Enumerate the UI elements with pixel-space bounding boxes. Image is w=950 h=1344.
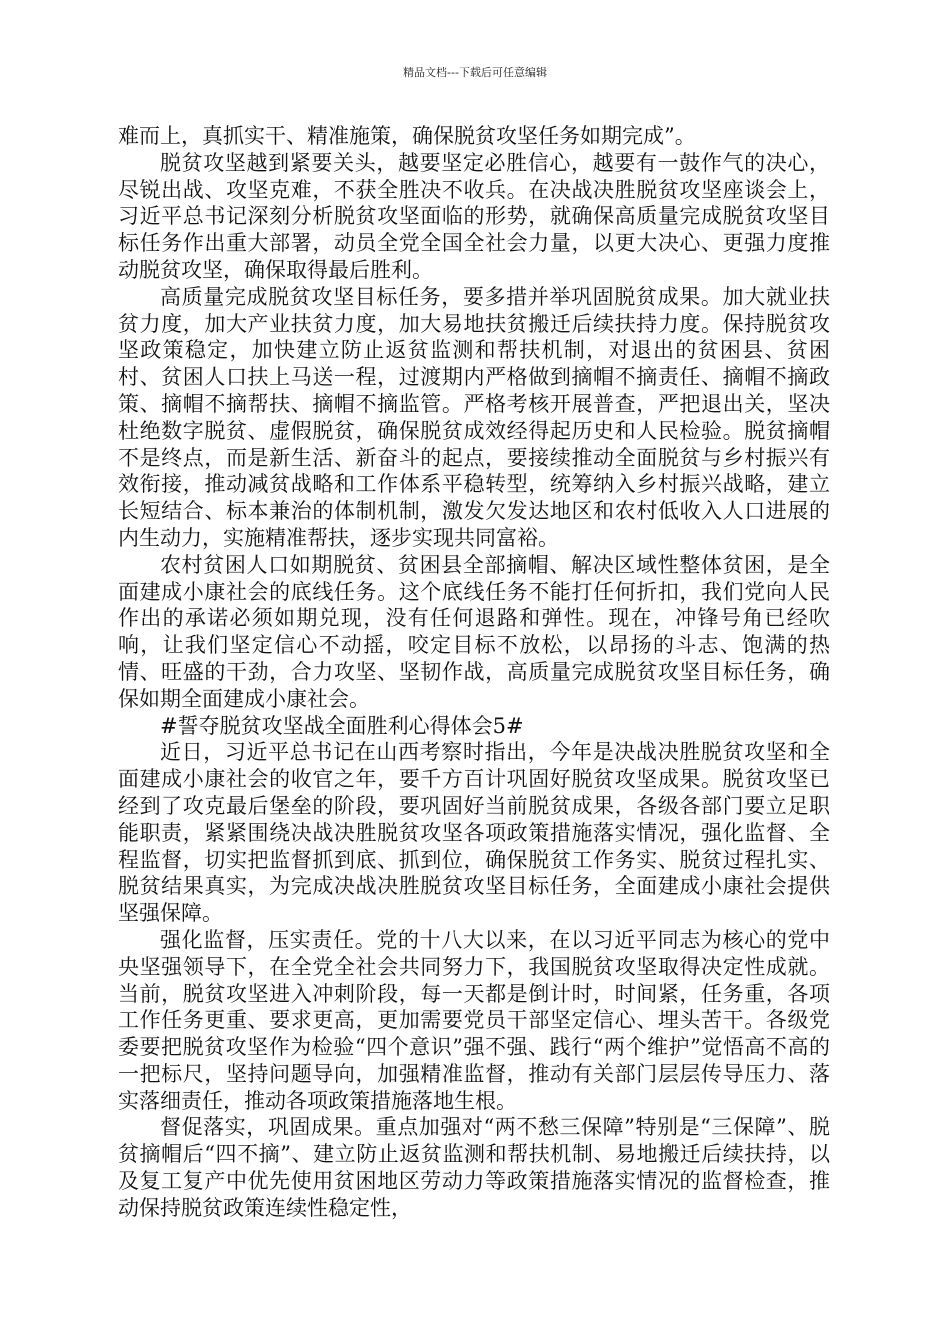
section-heading: #誓夺脱贫攻坚战全面胜利心得体会5# [160,713,524,738]
paragraph: 强化监督，压实责任。党的十八大以来，在以习近平同志为核心的党中央坚强领导下，在全党全社会共同努力下，我国脱贫攻坚取得决定性成就。当前，脱贫攻坚进入冲刺阶段，每一天都是倒计时，时间紧，任务重，各项工作任务更重、要求更高，更加需要党员干部坚定信心、埋头苦干。各级党委要把脱贫攻坚作为检验“四个意识”强不强、践行“两个维护”觉悟高不高的一把标尺，坚持问题导向，加强精准监督，推动有关部门层层传导压力、落实落细责任，推动各项政策措施落地生根。 [118,927,830,1113]
page-header: 精品文档---下载后可任意编辑 [403,66,547,79]
document-body [118,123,830,1222]
paragraph: 近日，习近平总书记在山西考察时指出，今年是决战决胜脱贫攻坚和全面建成小康社会的收官之年，要千方百计巩固好脱贫攻坚成果。脱贫攻坚已经到了攻克最后堡垒的阶段，要巩固好当前脱贫成果，各级各部门要立足职能职责，紧紧围绕决战决胜脱贫攻坚各项政策措施落实情况，强化监督、全程监督，切实把监督抓到底、抓到位，确保脱贫工作务实、脱贫过程扎实、脱贫结果真实，为完成决战决胜脱贫攻坚目标任务，全面建成小康社会提供坚强保障。 [118,740,830,926]
paragraph: 农村贫困人口如期脱贫、贫困县全部摘帽、解决区域性整体贫困，是全面建成小康社会的底线任务。这个底线任务不能打任何折扣，我们党向人民作出的承诺必须如期兑现，没有任何退路和弹性。现在，冲锋号角已经吹响，让我们坚定信心不动摇，咬定目标不放松，以昂扬的斗志、饱满的热情、旺盛的干劲，合力攻坚、坚韧作战，高质量完成脱贫攻坚目标任务，确保如期全面建成小康社会。 [118,552,830,711]
paragraph: 督促落实，巩固成果。重点加强对“两不愁三保障”特别是“三保障”、脱贫摘帽后“四不摘”、建立防止返贫监测和帮扶机制、易地搬迁后续扶持，以及复工复产中优先使用贫困地区劳动力等政策措施落实情况的监督检查，推动保持脱贫政策连续性稳定性， [118,1115,830,1220]
paragraph: 脱贫攻坚越到紧要关头，越要坚定必胜信心，越要有一鼓作气的决心，尽锐出战、攻坚克难，不获全胜决不收兵。在决战决胜脱贫攻坚座谈会上，习近平总书记深刻分析脱贫攻坚面临的形势，就确保高质量完成脱贫攻坚目标任务作出重大部署，动员全党全国全社会力量，以更大决心、更强力度推动脱贫攻坚，确保取得最后胜利。 [118,150,830,282]
paragraph: 高质量完成脱贫攻坚目标任务，要多措并举巩固脱贫成果。加大就业扶贫力度，加大产业扶贫力度，加大易地扶贫搬迁后续扶持力度。保持脱贫攻坚政策稳定，加快建立防止返贫监测和帮扶机制，对退出的贫困县、贫困村、贫困人口扶上马送一程，过渡期内严格做到摘帽不摘责任、摘帽不摘政策、摘帽不摘帮扶、摘帽不摘监管。严格考核开展普查，严把退出关，坚决杜绝数字脱贫、虚假脱贫，确保脱贫成效经得起历史和人民检验。脱贫摘帽不是终点，而是新生活、新奋斗的起点，要接续推动全面脱贫与乡村振兴有效衔接，推动减贫战略和工作体系平稳转型，统筹纳入乡村振兴战略，建立长短结合、标本兼治的体制机制，激发欠发达地区和农村低收入人口进展的内生动力，实施精准帮扶，逐步实现共同富裕。 [118,284,830,550]
paragraph-continuation: 难而上，真抓实干、精准施策，确保脱贫攻坚任务如期完成”。 [118,124,696,148]
